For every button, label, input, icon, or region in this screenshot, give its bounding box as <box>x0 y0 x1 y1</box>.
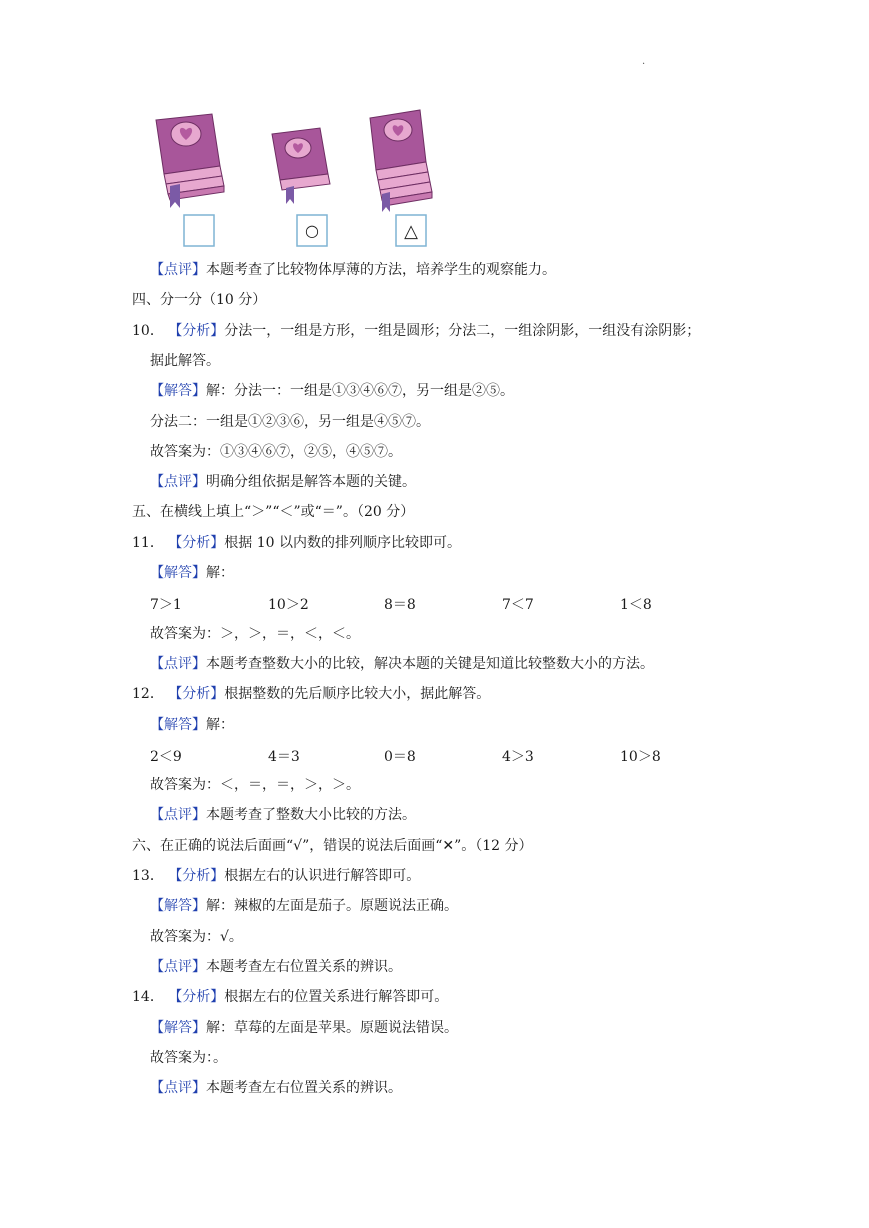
line-text: 故答案为：①③④⑥⑦，②⑤，④⑤⑦。 <box>150 444 402 460</box>
line-text: 解：辣椒的左面是茄子。原题说法正确。 <box>206 898 458 914</box>
section-tag: 【分析】 <box>168 868 225 884</box>
line-text: 解：分法一：一组是①③④⑥⑦，另一组是②⑤。 <box>206 383 514 399</box>
text-line <box>150 412 430 432</box>
line-text: 本题考查了比较物体厚薄的方法，培养学生的观察能力。 <box>206 262 556 278</box>
text-line <box>150 715 234 735</box>
text-line <box>150 563 234 583</box>
section-tag: 【分析】 <box>168 989 225 1005</box>
page-mark: . <box>642 56 646 67</box>
section-tag: 【点评】 <box>150 807 206 823</box>
question-number: 11． <box>132 535 169 551</box>
comparison-cell: 1＜8 <box>620 597 652 613</box>
text-line <box>132 290 266 310</box>
text-line <box>150 472 416 492</box>
comparison-cell: 4＞3 <box>502 749 534 765</box>
comparison-cell: 10＞8 <box>620 749 661 765</box>
text-line <box>150 805 416 825</box>
section-tag: 【分析】 <box>168 323 225 339</box>
text-line <box>150 381 514 401</box>
line-text: 本题考查整数大小的比较，解决本题的关键是知道比较整数大小的方法。 <box>206 656 654 672</box>
question-number: 10． <box>132 323 169 339</box>
line-text: 六、在正确的说法后面画“√”，错误的说法后面画“✕”。（12 分） <box>132 838 533 854</box>
comparison-cell: 8＝8 <box>384 597 416 613</box>
section-tag: 【点评】 <box>150 474 206 490</box>
text-line <box>132 321 700 341</box>
section-tag: 【解答】 <box>150 898 206 914</box>
comparison-cell: 7＞1 <box>150 597 182 613</box>
book-thick-icon <box>156 114 224 208</box>
text-line <box>150 927 243 947</box>
section-tag: 【解答】 <box>150 1020 206 1036</box>
line-text: 故答案为：＜，＝，＝，＞，＞。 <box>150 777 360 793</box>
section-tag: 【点评】 <box>150 656 206 672</box>
line-text: 分法二：一组是①②③⑥，另一组是④⑤⑦。 <box>150 414 430 430</box>
section-tag: 【解答】 <box>150 383 206 399</box>
books-figure <box>150 104 440 252</box>
text-line <box>150 1018 458 1038</box>
line-text: 故答案为：。 <box>150 1050 227 1066</box>
line-text: 五、在横线上填上“＞”“＜”或“＝”。（20 分） <box>132 504 415 520</box>
box-2-label: ○ <box>305 221 319 240</box>
text-line <box>150 442 402 462</box>
question-number: 13． <box>132 868 169 884</box>
text-line <box>132 684 490 704</box>
line-text: 四、分一分（10 分） <box>132 292 267 308</box>
line-text: 根据 10 以内数的排列顺序比较即可。 <box>224 535 461 551</box>
text-line <box>150 957 402 977</box>
text-line <box>132 502 414 522</box>
section-tag: 【点评】 <box>150 959 206 975</box>
text-line <box>132 866 420 886</box>
line-text: 解：草莓的左面是苹果。原题说法错误。 <box>206 1020 458 1036</box>
section-tag: 【点评】 <box>150 1080 206 1096</box>
line-text: 据此解答。 <box>150 353 220 369</box>
section-tag: 【点评】 <box>150 262 206 278</box>
text-line <box>150 775 360 795</box>
comparison-cell: 7＜7 <box>502 597 534 613</box>
comparison-cell: 0＝8 <box>384 749 416 765</box>
book-thin-icon <box>272 128 330 204</box>
text-line <box>150 351 220 371</box>
line-text: 本题考查了整数大小比较的方法。 <box>206 807 416 823</box>
question-number: 14． <box>132 989 169 1005</box>
text-line <box>150 624 360 644</box>
section-tag: 【解答】 <box>150 717 206 733</box>
line-text: 本题考查左右位置关系的辨识。 <box>206 959 402 975</box>
book-thickest-icon <box>370 110 432 212</box>
comparison-cell: 2＜9 <box>150 749 182 765</box>
line-text: 明确分组依据是解答本题的关键。 <box>206 474 416 490</box>
text-line <box>150 654 654 674</box>
text-line <box>150 896 458 916</box>
section-tag: 【分析】 <box>168 686 225 702</box>
section-tag: 【解答】 <box>150 565 206 581</box>
question-number: 12． <box>132 686 169 702</box>
text-line <box>150 260 556 280</box>
line-text: 故答案为：√。 <box>150 929 243 945</box>
text-line <box>132 836 533 856</box>
line-text: 本题考查左右位置关系的辨识。 <box>206 1080 402 1096</box>
line-text: 解： <box>206 565 234 581</box>
text-line <box>150 1078 402 1098</box>
line-text: 根据整数的先后顺序比较大小，据此解答。 <box>224 686 491 702</box>
line-text: 根据左右的认识进行解答即可。 <box>224 868 421 884</box>
text-line <box>132 533 461 553</box>
comparison-cell: 4＝3 <box>268 749 300 765</box>
line-text: 根据左右的位置关系进行解答即可。 <box>224 989 449 1005</box>
box-3-label: △ <box>404 221 418 242</box>
text-line <box>150 1048 227 1068</box>
line-text: 分法一，一组是方形，一组是圆形；分法二，一组涂阴影，一组没有涂阴影； <box>224 323 701 339</box>
line-text: 解： <box>206 717 234 733</box>
answer-box-1 <box>184 215 214 246</box>
line-text: 故答案为：＞，＞，＝，＜，＜。 <box>150 626 360 642</box>
text-line <box>132 987 448 1007</box>
comparison-cell: 10＞2 <box>268 597 309 613</box>
section-tag: 【分析】 <box>168 535 225 551</box>
